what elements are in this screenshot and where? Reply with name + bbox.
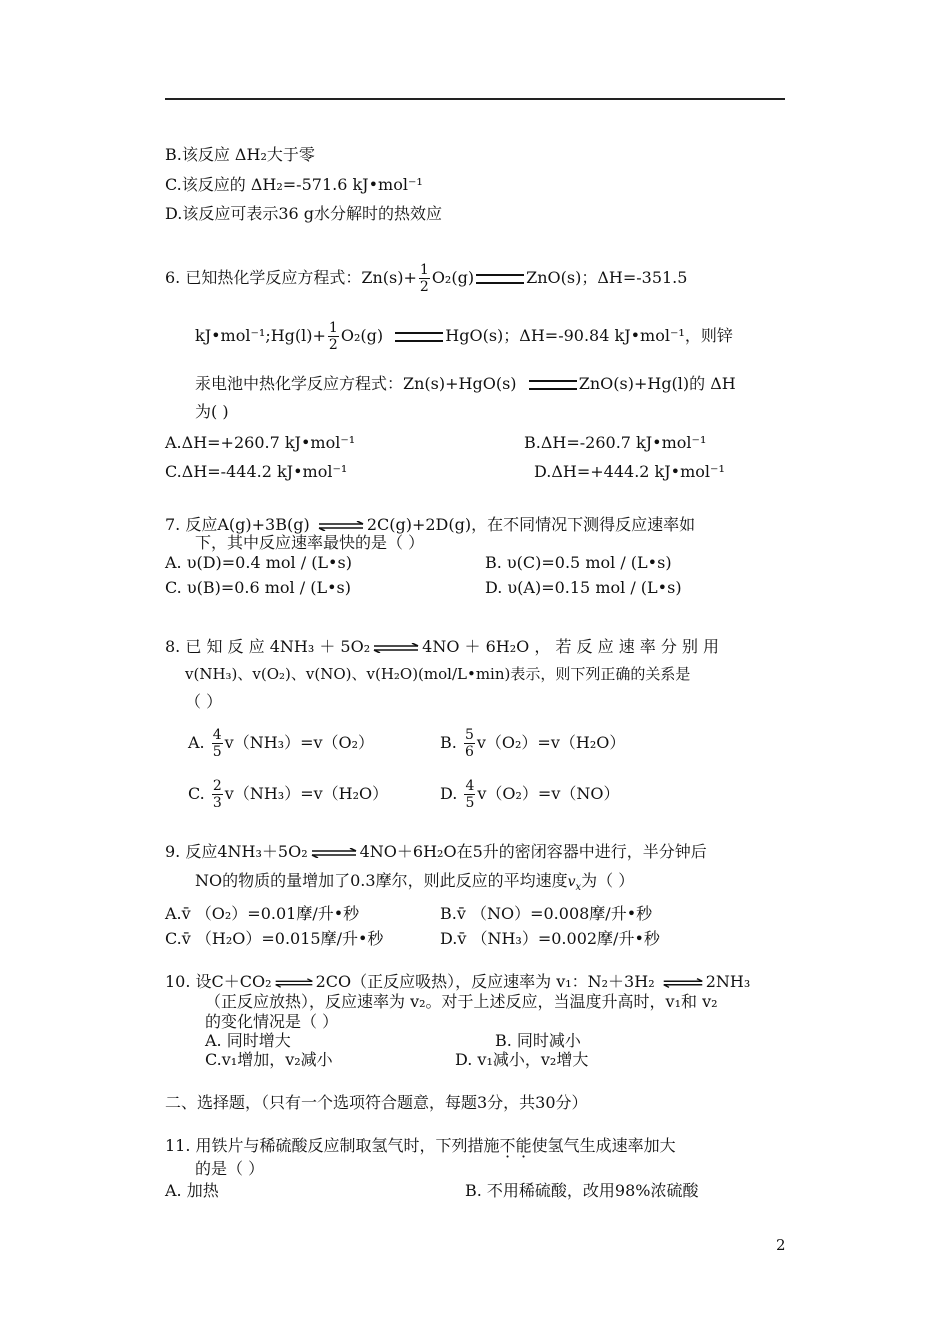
q10-option-b: B. 同时减小 xyxy=(495,1031,581,1050)
emphasis-dot-text: 能 xyxy=(515,1136,532,1155)
reversible-arrow xyxy=(310,848,358,858)
q8-option-d: D. $\frac{4}{5}$ v（O₂）=v（NO） xyxy=(440,778,620,811)
q9-text-d: 为（ ） xyxy=(581,871,635,890)
q9-text-a: 9. 反应4NH₃＋5O₂ xyxy=(165,842,308,861)
fraction: $\frac{5}{6}$ xyxy=(464,727,474,760)
fraction: $\frac{4}{5}$ xyxy=(465,778,475,811)
reversible-arrow xyxy=(317,521,365,531)
q6-option-c: C.ΔH=-444.2 kJ•mol⁻¹ xyxy=(165,462,348,481)
option-b-top: B.该反应 ΔH₂大于零 xyxy=(165,145,315,164)
q10-text-c: 2NH₃ xyxy=(705,972,751,991)
section-heading: 二、选择题，（只有一个选项符合题意，每题3分，共30分） xyxy=(165,1093,588,1112)
q8-text-a: 8. 已 知 反 应 4NH₃ ＋ 5O₂ xyxy=(165,637,371,656)
q6-line2 xyxy=(195,320,733,353)
q6-text-f: HgO(s)；ΔH=-90.84 kJ•mol⁻¹，则锌 xyxy=(445,326,733,345)
q7-text-b: 2C(g)+2D(g)，在不同情况下测得反应速率如 xyxy=(366,515,696,534)
q8-text-b: 4NO ＋ 6H₂O ， 若 反 应 速 率 分 别 用 xyxy=(422,637,720,656)
q6-text-b: O₂(g) xyxy=(431,268,475,287)
q8-line2: v(NH₃)、v(O₂)、v(NO)、v(H₂O)(mol/L•min)表示，则下列正确的关系是 xyxy=(185,665,691,683)
q10-option-c: C.v₁增加，v₂减小 xyxy=(205,1050,333,1069)
q6-line1 xyxy=(165,262,687,295)
equals-arrow xyxy=(529,380,577,390)
q11-text-b: 使氢气生成速率加大 xyxy=(531,1136,676,1155)
q10-line2: （正反应放热），反应速率为 v₂。对于上述反应，当温度升高时，v₁和 v₂ xyxy=(205,992,718,1011)
q6-text-g: 汞电池中热化学反应方程式：Zn(s)+HgO(s) xyxy=(195,374,517,393)
fraction: $\frac{2}{3}$ xyxy=(212,778,222,811)
reversible-arrow xyxy=(662,978,704,988)
q6-text-d: kJ•mol⁻¹;Hg(l)+ xyxy=(195,326,326,345)
option-d-top: D.该反应可表示36 g水分解时的热效应 xyxy=(165,204,443,223)
q9-option-d: D.v̄ （NH₃）=0.002摩/升•秒 xyxy=(440,929,660,948)
q9-option-b: B.v̄ （NO）=0.008摩/升•秒 xyxy=(440,904,653,923)
q10-option-a: A. 同时增大 xyxy=(205,1031,291,1050)
q6-text-c: ZnO(s)；ΔH=-351.5 xyxy=(526,268,688,287)
q9-option-a: A.v̄ （O₂）=0.01摩/升•秒 xyxy=(165,904,360,923)
q6-text-h: ZnO(s)+Hg(l)的 ΔH xyxy=(578,374,736,393)
q11-line2: 的是（ ） xyxy=(195,1159,265,1178)
q8-option-b: B. $\frac{5}{6}$ v（O₂）=v（H₂O） xyxy=(440,727,626,760)
fraction: $\frac{4}{5}$ xyxy=(212,727,222,760)
q6-option-b: B.ΔH=-260.7 kJ•mol⁻¹ xyxy=(524,433,707,452)
reversible-arrow xyxy=(372,643,420,653)
option-c-top: C.该反应的 ΔH₂=-571.6 kJ•mol⁻¹ xyxy=(165,175,423,194)
q10-text-a: 10. 设C＋CO₂ xyxy=(165,972,272,991)
q10-line1 xyxy=(165,972,750,992)
q9-option-c: C.v̄ （H₂O）=0.015摩/升•秒 xyxy=(165,929,384,948)
q6-line3 xyxy=(195,374,736,394)
q7-line1 xyxy=(165,515,695,535)
equals-arrow xyxy=(395,332,443,342)
q6-option-d: D.ΔH=+444.2 kJ•mol⁻¹ xyxy=(534,462,725,481)
q6-line4: 为( ) xyxy=(195,402,229,421)
q8-option-c: C. $\frac{2}{3}$ v（NH₃）=v（H₂O） xyxy=(188,778,389,811)
q9-text-b: 4NO＋6H₂O在5升的密闭容器中进行，半分钟后 xyxy=(359,842,707,861)
q11-line1 xyxy=(165,1136,676,1156)
fraction: $\frac{1}{2}$ xyxy=(419,262,429,295)
q10-text-b: 2CO（正反应吸热），反应速率为 v₁：N₂＋3H₂ xyxy=(315,972,655,991)
q11-text-a: 11. 用铁片与稀硫酸反应制取氢气时，下列措施 xyxy=(165,1136,500,1155)
emphasis-dot-text: 不 xyxy=(499,1136,516,1155)
q11-option-b: B. 不用稀硫酸，改用98%浓硫酸 xyxy=(465,1181,699,1200)
q7-line2: 下，其中反应速率最快的是（ ） xyxy=(195,533,425,552)
header-rule xyxy=(165,98,785,100)
q9-text-c: NO的物质的量增加了0.3摩尔，则此反应的平均速度 xyxy=(195,871,568,890)
q7-option-c: C. υ(B)=0.6 mol / (L•s) xyxy=(165,578,351,597)
q6-option-a: A.ΔH=+260.7 kJ•mol⁻¹ xyxy=(165,433,356,452)
equals-arrow xyxy=(476,274,524,284)
q7-option-d: D. υ(A)=0.15 mol / (L•s) xyxy=(485,578,682,597)
q9-line2: NO的物质的量增加了0.3摩尔，则此反应的平均速度$v_x$为（ ） xyxy=(195,871,635,894)
q6-text-e: O₂(g) xyxy=(340,326,384,345)
q7-option-b: B. υ(C)=0.5 mol / (L•s) xyxy=(485,553,672,572)
q9-line1 xyxy=(165,842,707,862)
page-number: 2 xyxy=(776,1236,786,1254)
reversible-arrow xyxy=(274,978,314,988)
q6-text-a: 6. 已知热化学反应方程式：Zn(s)+ xyxy=(165,268,417,287)
q7-text-a: 7. 反应A(g)+3B(g) xyxy=(165,515,310,534)
q10-line3: 的变化情况是（ ） xyxy=(205,1012,339,1031)
q7-option-a: A. υ(D)=0.4 mol / (L•s) xyxy=(165,553,352,572)
q8-line1 xyxy=(165,637,719,657)
q8-line3: （ ） xyxy=(185,692,223,711)
q8-option-a: A. $\frac{4}{5}$ v（NH₃）=v（O₂） xyxy=(188,727,375,760)
q11-option-a: A. 加热 xyxy=(165,1181,219,1200)
fraction: $\frac{1}{2}$ xyxy=(328,320,338,353)
q10-option-d: D. v₁减小，v₂增大 xyxy=(455,1050,589,1069)
